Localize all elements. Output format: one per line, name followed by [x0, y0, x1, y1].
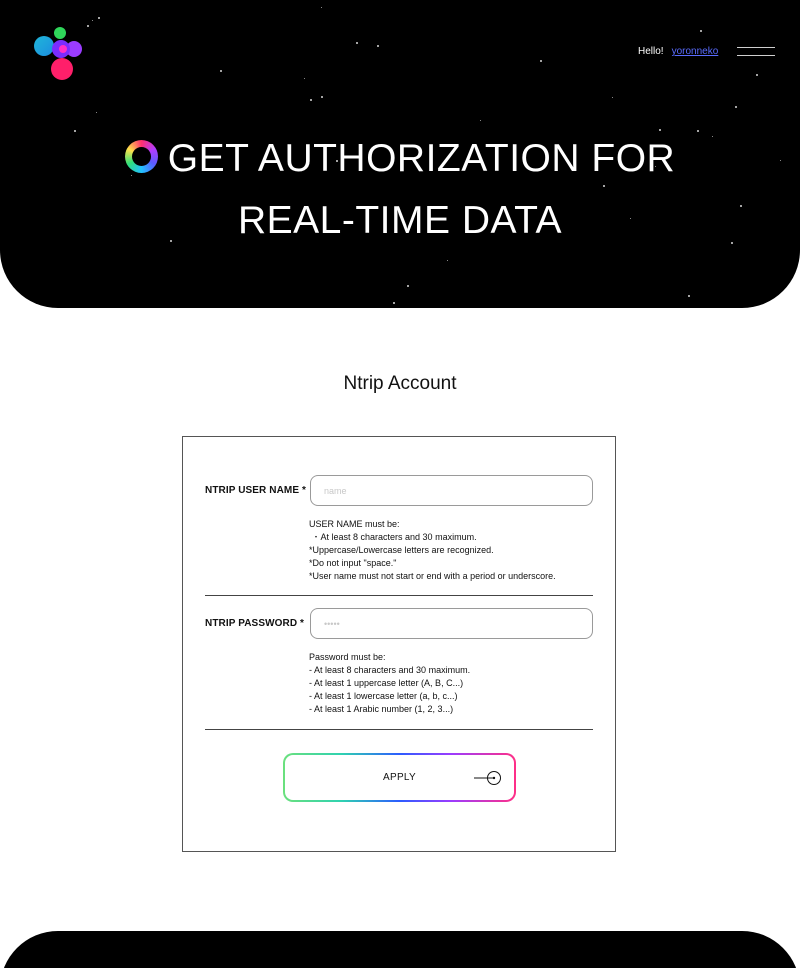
star [377, 45, 379, 47]
greeting-text: Hello! [638, 46, 664, 57]
hero-title-text-1: GET AUTHORIZATION FOR [167, 137, 676, 180]
hero-banner [0, 0, 800, 308]
star [98, 17, 100, 19]
star [87, 25, 89, 27]
star [304, 78, 305, 79]
password-hint: Password must be: - At least 8 characters and 30 maximum. - At least 1 uppercase letter (A, B, C...) - At least 1 lowercase letter (a, b, c...) - At least 1 Arabic number (1, 2, 3...) [309, 652, 471, 714]
apply-button-inner [285, 755, 514, 800]
username-label: NTRIP USER NAME * [205, 485, 306, 496]
footer-banner [0, 931, 800, 968]
star [321, 7, 322, 8]
star [393, 302, 395, 304]
star [688, 295, 690, 297]
password-input[interactable] [310, 608, 593, 639]
star [480, 120, 481, 121]
username-hint: USER NAME must be: ・At least 8 characters and 30 maximum. *Uppercase/Lowercase letters are recognized. *Do not input "space." *User name must not start or end with a period or underscore. [309, 519, 556, 581]
menu-line [737, 55, 775, 56]
username-link[interactable]: yoronneko [671, 46, 719, 57]
star [756, 74, 758, 76]
username-input[interactable] [310, 475, 593, 506]
star [407, 285, 409, 287]
section-title: Ntrip Account [343, 373, 457, 394]
star [735, 106, 737, 108]
star [96, 112, 97, 113]
password-label: NTRIP PASSWORD * [205, 618, 305, 629]
hero-title [0, 128, 800, 252]
divider [205, 595, 593, 596]
star [447, 260, 448, 261]
molecule-logo-icon[interactable] [30, 25, 86, 83]
star [700, 30, 702, 32]
hero-title-line-2: REAL-TIME DATA [237, 199, 563, 242]
hero-title-line-1 [0, 128, 800, 190]
apply-button[interactable] [283, 753, 516, 802]
gradient-ring-icon [125, 140, 158, 173]
menu-line [737, 47, 775, 48]
arrow-right-circle-icon [473, 770, 503, 786]
ntrip-account-form [182, 436, 616, 852]
hamburger-menu-icon[interactable] [737, 47, 775, 57]
apply-button-label: APPLY [383, 772, 416, 783]
user-greeting [638, 46, 718, 57]
star [356, 42, 358, 44]
star [321, 96, 323, 98]
divider [205, 729, 593, 730]
star [310, 99, 312, 101]
star [92, 20, 93, 21]
star [220, 70, 222, 72]
star [540, 60, 542, 62]
star [612, 97, 613, 98]
